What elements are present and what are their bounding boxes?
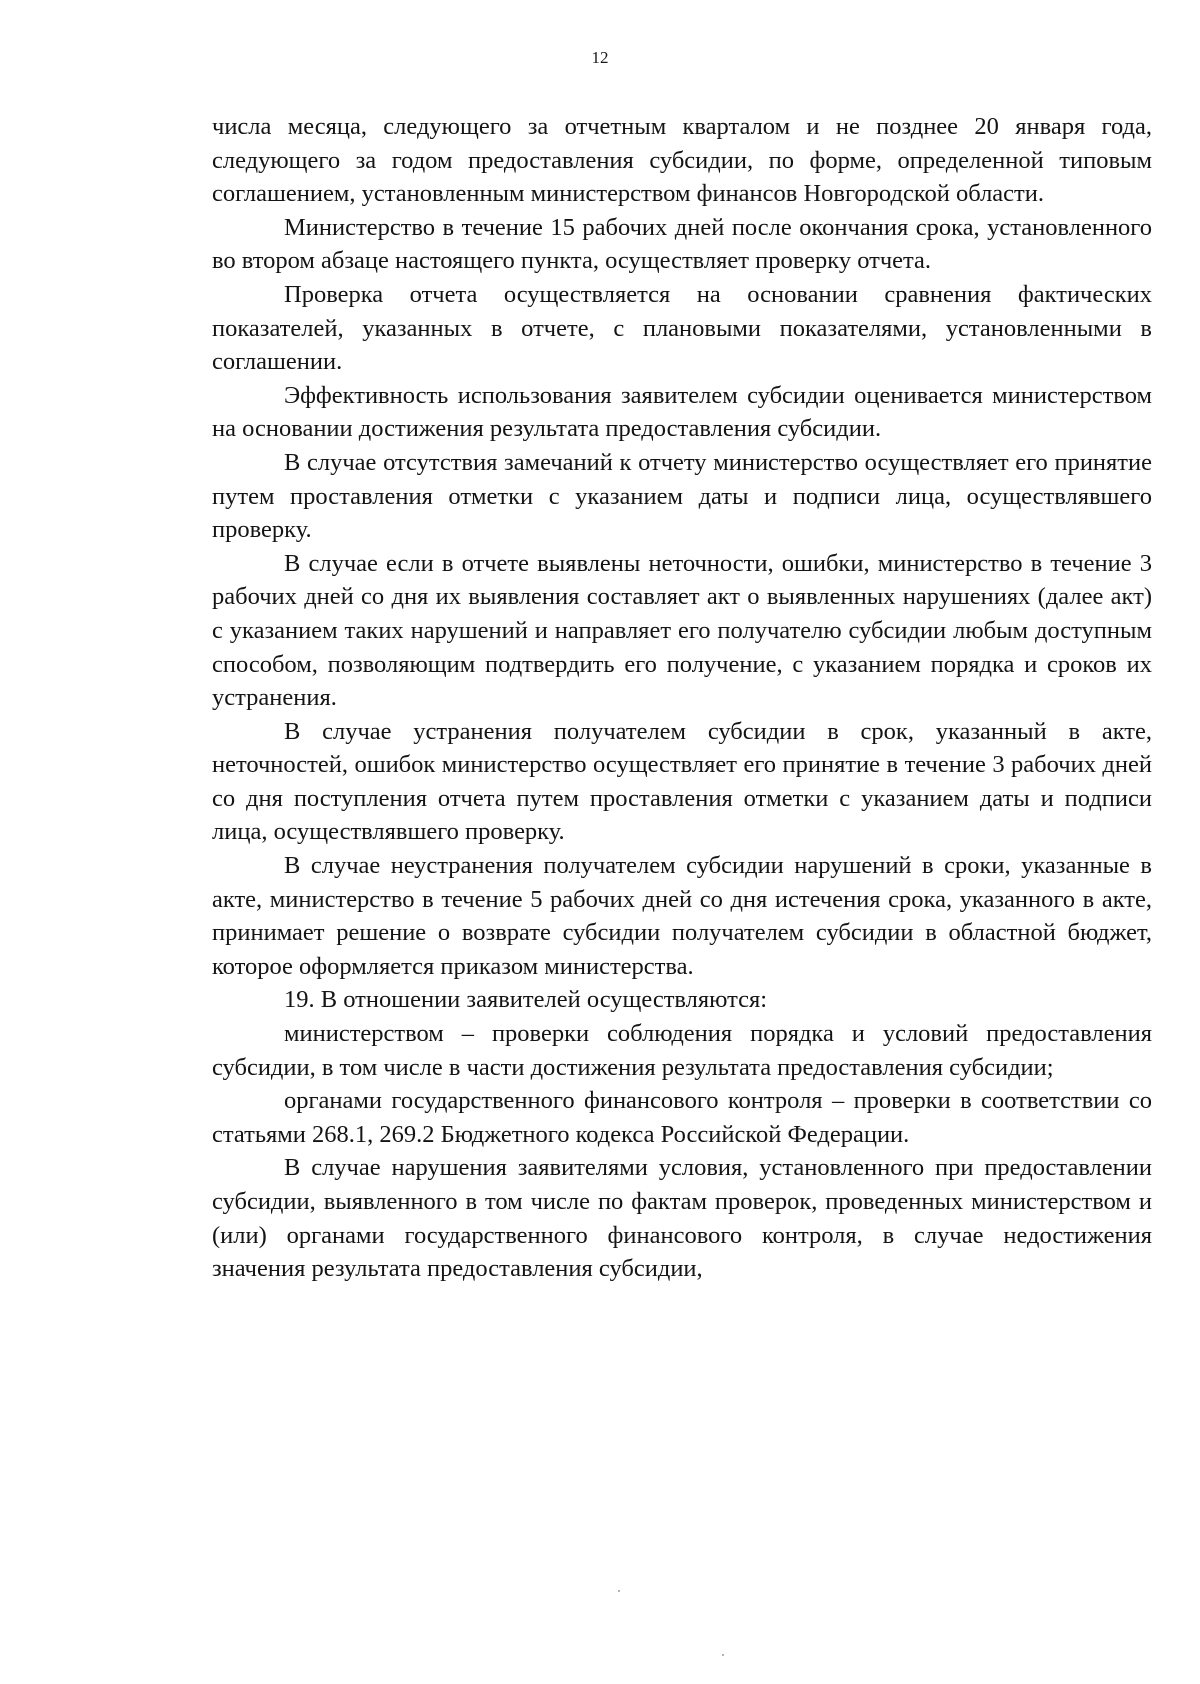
scan-speck [722,1654,724,1656]
paragraph-ministry-checks: министерством – проверки соблюдения порядка и условий предоставления субсидии, в том числе в части достижения результата предоставления субсидии; [212,1020,1152,1081]
paragraph-errors-found: В случае если в отчете выявлены неточности, ошибки, министерство в течение 3 рабочих дней со дня их выявления составляет акт о выявленных нарушениях (далее акт) с указанием таких нарушений и направляет его получателю субсидии любым доступным способом, позволяющим подтвердить его получение, с указанием порядка и сроков их устранения. [212,549,1152,712]
paragraph-errors-not-fixed: В случае неустранения получателем субсидии нарушений в сроки, указанные в акте, министерство в течение 5 рабочих дней со дня истечения срока, указанного в акте, принимает решение о возврате субсидии получателем субсидии в областной бюджет, которое оформляется приказом министерства. [212,852,1152,980]
paragraph-efficiency: Эффективность использования заявителем субсидии оценивается министерством на основании достижения результата предоставления субсидии. [212,381,1152,443]
paragraph-no-remarks: В случае отсутствия замечаний к отчету министерство осуществляет его принятие путем проставления отметки с указанием даты и подписи лица, осуществлявшего проверку. [212,448,1152,544]
scan-speck [618,1590,620,1592]
page-number: 12 [591,48,609,67]
paragraph-continuation: числа месяца, следующего за отчетным кварталом и не позднее 20 января года, следующего за годом предоставления субсидии, по форме, определенной типовым соглашением, установленным министерством финансов Новгородской области. [212,113,1152,208]
paragraph-report-check-basis: Проверка отчета осуществляется на основании сравнения фактических показателей, указанных в отчете, с плановыми показателями, установленными в соглашении. [212,280,1152,376]
document-body [212,110,1152,1286]
paragraph-item-19: 19. В отношении заявителей осуществляются: [284,986,768,1014]
paragraph-report-check-term: Министерство в течение 15 рабочих дней после окончания срока, установленного во втором абзаце настоящего пункта, осуществляет проверку отчета. [212,213,1152,275]
paragraph-violation: В случае нарушения заявителями условия, установленного при предоставлении субсидии, выявленного в том числе по фактам проверок, проведенных министерством и (или) органами государственного финансового контроля, в случае недостижения значения результата предоставления субсидии, [212,1154,1152,1283]
paragraph-financial-control-checks: органами государственного финансового контроля – проверки в соответствии со статьями 268.1, 269.2 Бюджетного кодекса Российской Федерации. [212,1087,1152,1148]
paragraph-errors-fixed: В случае устранения получателем субсидии в срок, указанный в акте, неточностей, ошибок министерство осуществляет его принятие в течение 3 рабочих дней со дня поступления отчета путем проставления отметки с указанием даты и подписи лица, осуществлявшего проверку. [212,717,1152,846]
